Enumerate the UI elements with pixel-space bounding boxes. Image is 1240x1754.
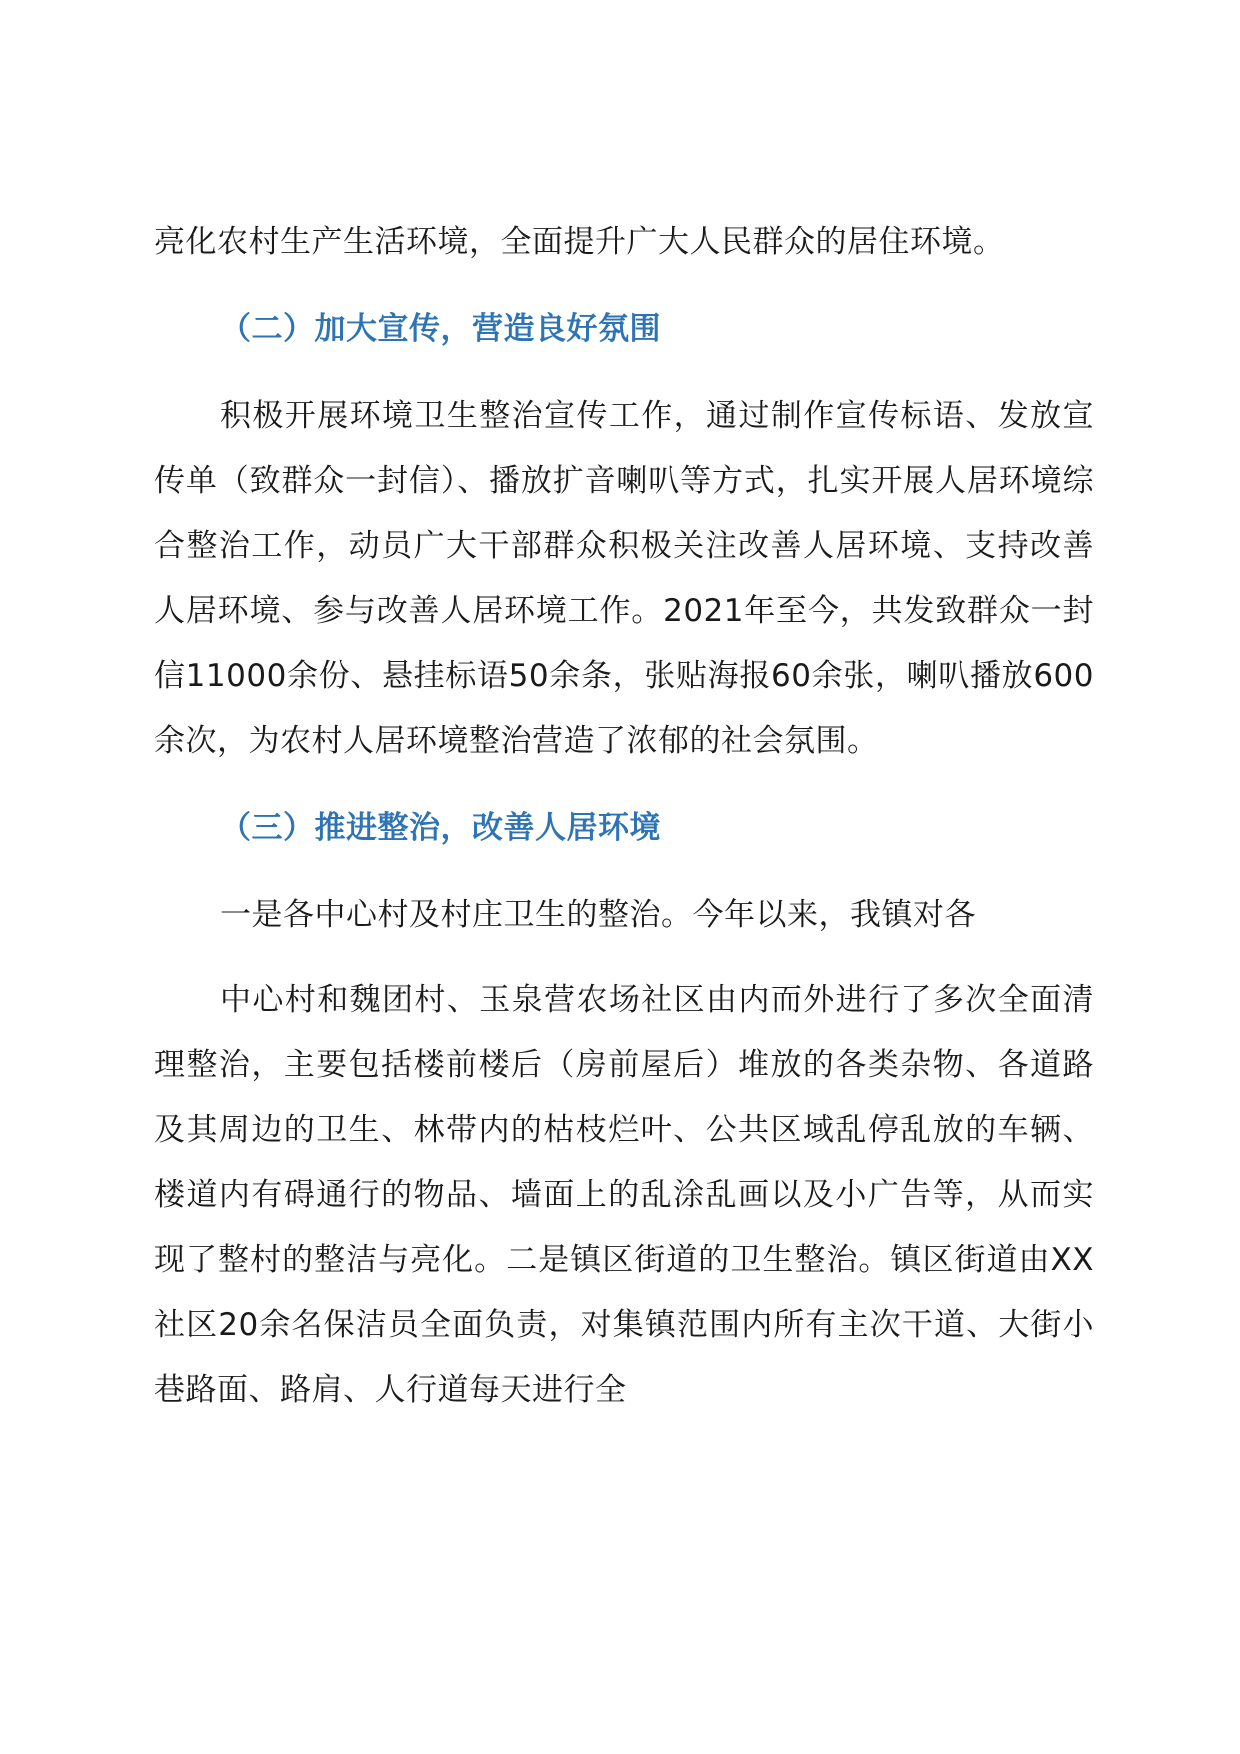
section-2-heading: （二）加大宣传，营造良好氛围 [220,311,661,347]
continuation-paragraph: 亮化农村生产生活环境，全面提升广大人民群众的居住环境。 [154,224,1005,260]
section-3-body: 中心村和魏团村、玉泉营农场社区由内而外进行了多次全面清理整治，主要包括楼前楼后（房前屋后）堆放的各类杂物、各道路及其周边的卫生、林带内的枯枝烂叶、公共区域乱停乱放的车辆、楼道内有碍通行的物品、墙面上的乱涂乱画以及小广告等，从而实现了整村的整洁与亮化。二是镇区街道的卫生整治。镇区街道由XX社区20余名保洁员全面负责，对集镇范围内所有主次干道、大街小巷路面、路肩、人行道每天进行全 [154,982,1094,1408]
section-2-body: 积极开展环境卫生整治宣传工作，通过制作宣传标语、发放宣传单（致群众一封信）、播放扩音喇叭等方式，扎实开展人居环境综合整治工作，动员广大干部群众积极关注改善人居环境、支持改善人居环境、参与改善人居环境工作。2021年至今，共发致群众一封信11000余份、悬挂标语50余条，张贴海报60余张，喇叭播放600余次，为农村人居环境整治营造了浓郁的社会氛围。 [154,398,1094,759]
document-page [154,210,1094,1423]
section-3-intro: 一是各中心村及村庄卫生的整治。今年以来，我镇对各 [220,897,976,933]
section-3-heading: （三）推进整治，改善人居环境 [220,810,661,846]
